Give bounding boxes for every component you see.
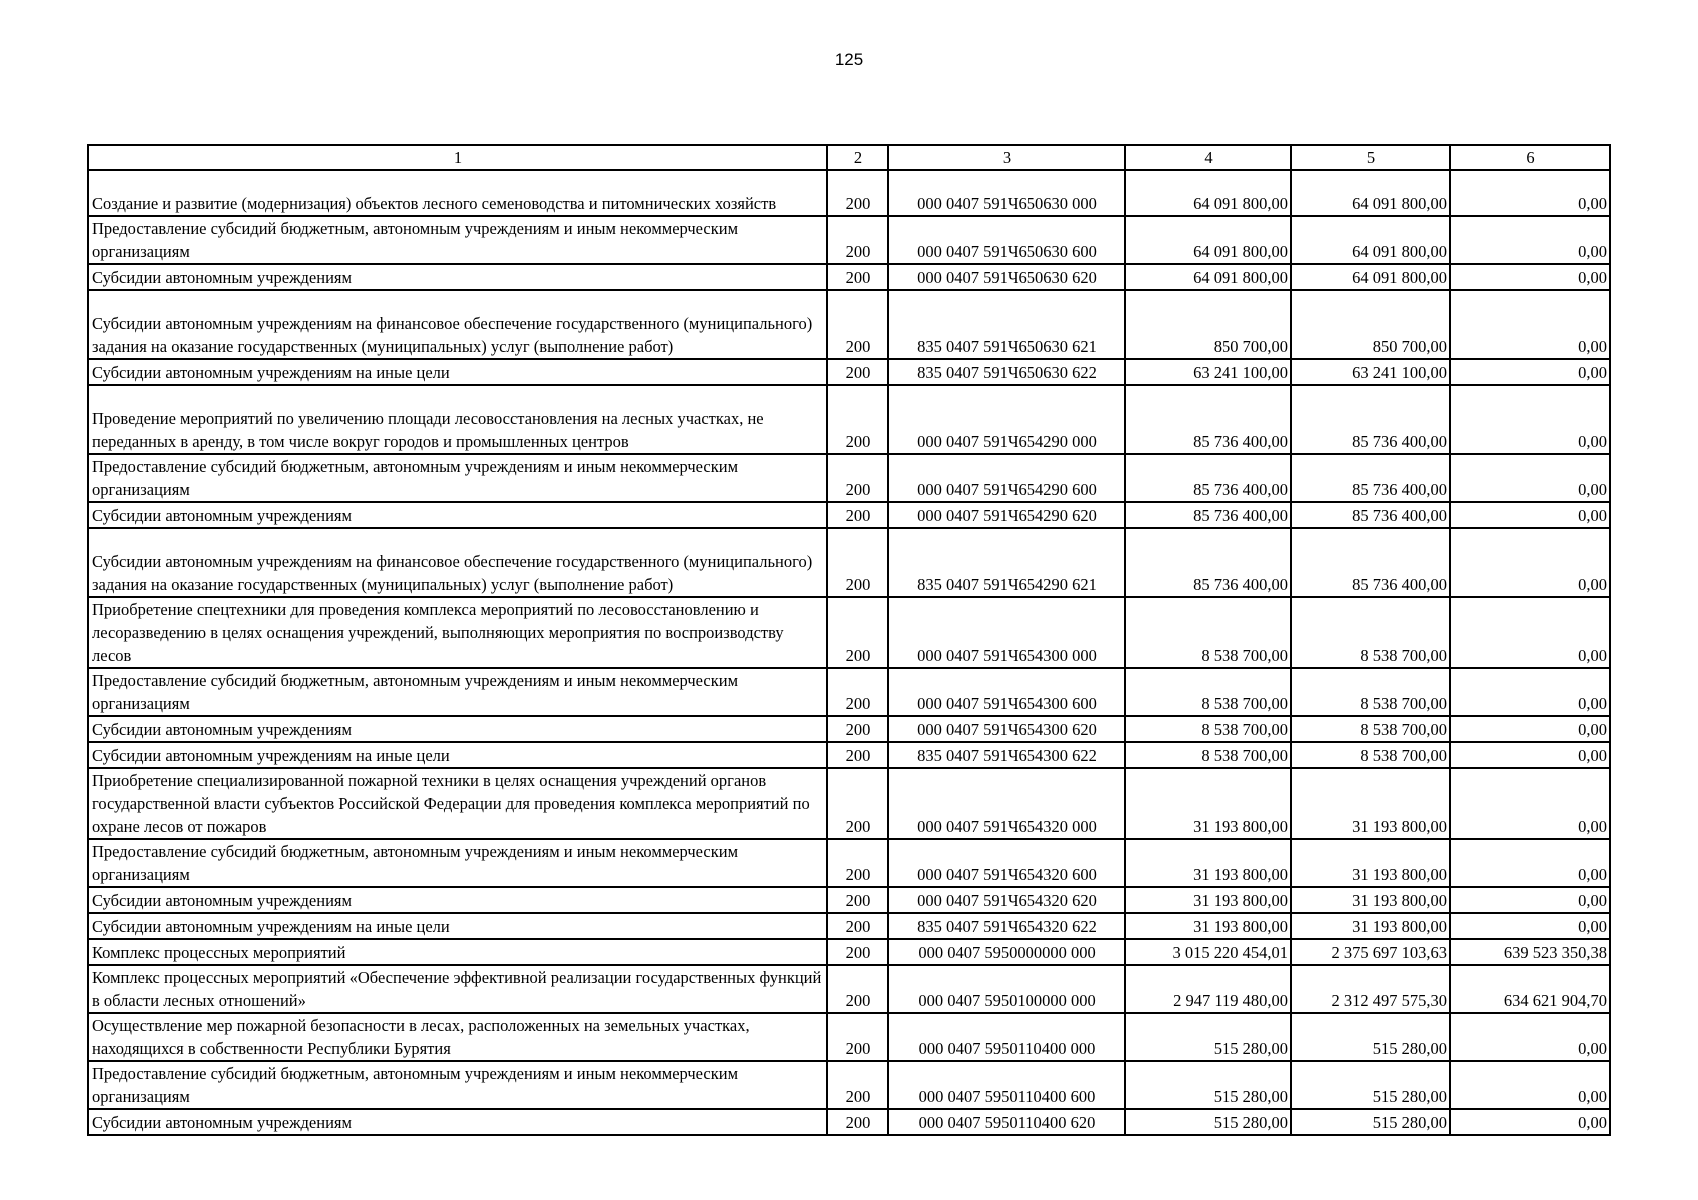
row-name: Создание и развитие (модернизация) объектов лесного семеноводства и питомнических хозяйств — [88, 170, 827, 216]
row-kbk: 000 0407 5950110400 600 — [888, 1061, 1125, 1109]
row-value-4: 850 700,00 — [1125, 290, 1291, 359]
row-value-6: 0,00 — [1450, 170, 1610, 216]
row-value-4: 85 736 400,00 — [1125, 502, 1291, 528]
row-name: Осуществление мер пожарной безопасности в лесах, расположенных на земельных участках, находящихся в собственности Республики Бурятия — [88, 1013, 827, 1061]
row-value-6: 0,00 — [1450, 716, 1610, 742]
row-code: 200 — [827, 839, 888, 887]
row-name: Предоставление субсидий бюджетным, автономным учреждениям и иным некоммерческим организациям — [88, 216, 827, 264]
row-code: 200 — [827, 668, 888, 716]
row-name: Предоставление субсидий бюджетным, автономным учреждениям и иным некоммерческим организациям — [88, 1061, 827, 1109]
table-row — [88, 359, 1610, 385]
row-value-5: 63 241 100,00 — [1291, 359, 1450, 385]
row-value-5: 8 538 700,00 — [1291, 668, 1450, 716]
table-header-row — [88, 145, 1610, 170]
row-code: 200 — [827, 359, 888, 385]
table-row — [88, 965, 1610, 1013]
table-row — [88, 839, 1610, 887]
row-name: Субсидии автономным учреждениям на финансовое обеспечение государственного (муниципального) задания на оказание государственных (муниципальных) услуг (выполнение работ) — [88, 528, 827, 597]
row-kbk: 000 0407 591Ч654320 000 — [888, 768, 1125, 839]
header-col-4: 4 — [1125, 145, 1291, 170]
row-code: 200 — [827, 939, 888, 965]
row-kbk: 000 0407 591Ч654290 000 — [888, 385, 1125, 454]
row-value-5: 64 091 800,00 — [1291, 170, 1450, 216]
row-value-4: 8 538 700,00 — [1125, 742, 1291, 768]
row-kbk: 000 0407 591Ч654290 600 — [888, 454, 1125, 502]
row-value-6: 0,00 — [1450, 290, 1610, 359]
row-name: Субсидии автономным учреждениям — [88, 887, 827, 913]
row-kbk: 000 0407 591Ч654320 620 — [888, 887, 1125, 913]
row-value-4: 64 091 800,00 — [1125, 170, 1291, 216]
row-kbk: 000 0407 591Ч650630 600 — [888, 216, 1125, 264]
budget-table — [87, 144, 1611, 1136]
row-kbk: 835 0407 591Ч654320 622 — [888, 913, 1125, 939]
row-value-5: 8 538 700,00 — [1291, 716, 1450, 742]
table-row — [88, 768, 1610, 839]
row-kbk: 835 0407 591Ч654300 622 — [888, 742, 1125, 768]
row-value-6: 0,00 — [1450, 1109, 1610, 1135]
row-name: Комплекс процессных мероприятий «Обеспечение эффективной реализации государственных функций в области лесных отношений» — [88, 965, 827, 1013]
row-code: 200 — [827, 502, 888, 528]
row-kbk: 000 0407 5950000000 000 — [888, 939, 1125, 965]
row-value-4: 85 736 400,00 — [1125, 385, 1291, 454]
row-name: Субсидии автономным учреждениям на иные цели — [88, 742, 827, 768]
row-kbk: 000 0407 591Ч654300 620 — [888, 716, 1125, 742]
row-value-4: 85 736 400,00 — [1125, 454, 1291, 502]
row-value-4: 8 538 700,00 — [1125, 597, 1291, 668]
row-value-4: 64 091 800,00 — [1125, 216, 1291, 264]
row-value-4: 515 280,00 — [1125, 1061, 1291, 1109]
row-value-4: 8 538 700,00 — [1125, 668, 1291, 716]
row-value-5: 515 280,00 — [1291, 1061, 1450, 1109]
header-col-2: 2 — [827, 145, 888, 170]
row-value-6: 0,00 — [1450, 264, 1610, 290]
header-col-3: 3 — [888, 145, 1125, 170]
row-value-4: 2 947 119 480,00 — [1125, 965, 1291, 1013]
row-value-6: 0,00 — [1450, 668, 1610, 716]
row-code: 200 — [827, 528, 888, 597]
table-row — [88, 264, 1610, 290]
row-value-6: 0,00 — [1450, 1013, 1610, 1061]
row-value-5: 8 538 700,00 — [1291, 742, 1450, 768]
row-value-5: 85 736 400,00 — [1291, 454, 1450, 502]
row-kbk: 835 0407 591Ч650630 621 — [888, 290, 1125, 359]
table-row — [88, 1061, 1610, 1109]
table-row — [88, 742, 1610, 768]
row-name: Субсидии автономным учреждениям — [88, 1109, 827, 1135]
row-name: Предоставление субсидий бюджетным, автономным учреждениям и иным некоммерческим организациям — [88, 668, 827, 716]
row-value-4: 515 280,00 — [1125, 1109, 1291, 1135]
row-code: 200 — [827, 1013, 888, 1061]
row-value-4: 31 193 800,00 — [1125, 839, 1291, 887]
row-code: 200 — [827, 597, 888, 668]
row-kbk: 835 0407 591Ч654290 621 — [888, 528, 1125, 597]
table-row — [88, 887, 1610, 913]
row-value-5: 515 280,00 — [1291, 1013, 1450, 1061]
row-value-5: 64 091 800,00 — [1291, 216, 1450, 264]
row-value-4: 64 091 800,00 — [1125, 264, 1291, 290]
row-name: Предоставление субсидий бюджетным, автономным учреждениям и иным некоммерческим организациям — [88, 839, 827, 887]
header-col-1: 1 — [88, 145, 827, 170]
table-row — [88, 1013, 1610, 1061]
row-name: Приобретение спецтехники для проведения комплекса мероприятий по лесовосстановлению и лесоразведению в целях оснащения учреждений, выполняющих мероприятия по воспроизводству лесов — [88, 597, 827, 668]
table-row — [88, 668, 1610, 716]
row-value-4: 515 280,00 — [1125, 1013, 1291, 1061]
row-kbk: 000 0407 591Ч650630 620 — [888, 264, 1125, 290]
table-row — [88, 502, 1610, 528]
table-row — [88, 913, 1610, 939]
row-kbk: 835 0407 591Ч650630 622 — [888, 359, 1125, 385]
row-code: 200 — [827, 742, 888, 768]
row-value-5: 85 736 400,00 — [1291, 528, 1450, 597]
row-value-4: 8 538 700,00 — [1125, 716, 1291, 742]
row-value-5: 85 736 400,00 — [1291, 502, 1450, 528]
row-code: 200 — [827, 1109, 888, 1135]
row-value-5: 2 312 497 575,30 — [1291, 965, 1450, 1013]
row-value-6: 0,00 — [1450, 502, 1610, 528]
row-code: 200 — [827, 385, 888, 454]
row-code: 200 — [827, 965, 888, 1013]
row-code: 200 — [827, 913, 888, 939]
page-number: 125 — [834, 50, 864, 69]
row-name: Субсидии автономным учреждениям на иные цели — [88, 913, 827, 939]
table-row — [88, 939, 1610, 965]
row-value-5: 850 700,00 — [1291, 290, 1450, 359]
row-value-4: 31 193 800,00 — [1125, 768, 1291, 839]
row-name: Субсидии автономным учреждениям на финансовое обеспечение государственного (муниципального) задания на оказание государственных (муниципальных) услуг (выполнение работ) — [88, 290, 827, 359]
table-row — [88, 716, 1610, 742]
row-code: 200 — [827, 264, 888, 290]
row-code: 200 — [827, 887, 888, 913]
row-value-6: 0,00 — [1450, 1061, 1610, 1109]
table-row — [88, 385, 1610, 454]
row-value-5: 515 280,00 — [1291, 1109, 1450, 1135]
table-row — [88, 1109, 1610, 1135]
row-value-5: 85 736 400,00 — [1291, 385, 1450, 454]
row-value-5: 31 193 800,00 — [1291, 887, 1450, 913]
row-value-6: 0,00 — [1450, 454, 1610, 502]
row-value-4: 31 193 800,00 — [1125, 913, 1291, 939]
row-kbk: 000 0407 5950100000 000 — [888, 965, 1125, 1013]
row-code: 200 — [827, 290, 888, 359]
table-row — [88, 290, 1610, 359]
row-value-5: 2 375 697 103,63 — [1291, 939, 1450, 965]
row-name: Проведение мероприятий по увеличению площади лесовосстановления на лесных участках, не переданных в аренду, в том числе вокруг городов и промышленных центров — [88, 385, 827, 454]
row-value-4: 63 241 100,00 — [1125, 359, 1291, 385]
row-code: 200 — [827, 768, 888, 839]
row-value-4: 31 193 800,00 — [1125, 887, 1291, 913]
row-name: Комплекс процессных мероприятий — [88, 939, 827, 965]
row-code: 200 — [827, 716, 888, 742]
row-name: Субсидии автономным учреждениям на иные цели — [88, 359, 827, 385]
row-value-6: 0,00 — [1450, 768, 1610, 839]
table-row — [88, 528, 1610, 597]
row-value-6: 0,00 — [1450, 385, 1610, 454]
row-code: 200 — [827, 170, 888, 216]
row-kbk: 000 0407 591Ч654320 600 — [888, 839, 1125, 887]
row-value-4: 85 736 400,00 — [1125, 528, 1291, 597]
row-value-6: 0,00 — [1450, 913, 1610, 939]
row-value-6: 639 523 350,38 — [1450, 939, 1610, 965]
row-value-6: 0,00 — [1450, 887, 1610, 913]
table-row — [88, 597, 1610, 668]
row-name: Субсидии автономным учреждениям — [88, 716, 827, 742]
row-code: 200 — [827, 454, 888, 502]
row-value-5: 31 193 800,00 — [1291, 768, 1450, 839]
row-value-5: 8 538 700,00 — [1291, 597, 1450, 668]
row-code: 200 — [827, 1061, 888, 1109]
row-value-6: 634 621 904,70 — [1450, 965, 1610, 1013]
row-value-5: 64 091 800,00 — [1291, 264, 1450, 290]
row-value-6: 0,00 — [1450, 359, 1610, 385]
row-kbk: 000 0407 5950110400 620 — [888, 1109, 1125, 1135]
row-name: Предоставление субсидий бюджетным, автономным учреждениям и иным некоммерческим организациям — [88, 454, 827, 502]
row-name: Субсидии автономным учреждениям — [88, 502, 827, 528]
row-kbk: 000 0407 591Ч654290 620 — [888, 502, 1125, 528]
row-value-6: 0,00 — [1450, 742, 1610, 768]
row-name: Приобретение специализированной пожарной техники в целях оснащения учреждений органов государственной власти субъектов Российской Федерации для проведения комплекса мероприятий по охране лесов от пожаров — [88, 768, 827, 839]
table-row — [88, 170, 1610, 216]
header-col-5: 5 — [1291, 145, 1450, 170]
row-value-6: 0,00 — [1450, 839, 1610, 887]
row-kbk: 000 0407 591Ч654300 000 — [888, 597, 1125, 668]
row-kbk: 000 0407 591Ч650630 000 — [888, 170, 1125, 216]
header-col-6: 6 — [1450, 145, 1610, 170]
row-value-6: 0,00 — [1450, 216, 1610, 264]
row-value-6: 0,00 — [1450, 597, 1610, 668]
row-value-5: 31 193 800,00 — [1291, 913, 1450, 939]
row-kbk: 000 0407 591Ч654300 600 — [888, 668, 1125, 716]
row-value-5: 31 193 800,00 — [1291, 839, 1450, 887]
row-value-4: 3 015 220 454,01 — [1125, 939, 1291, 965]
row-code: 200 — [827, 216, 888, 264]
table-row — [88, 454, 1610, 502]
table-row — [88, 216, 1610, 264]
row-name: Субсидии автономным учреждениям — [88, 264, 827, 290]
row-kbk: 000 0407 5950110400 000 — [888, 1013, 1125, 1061]
row-value-6: 0,00 — [1450, 528, 1610, 597]
